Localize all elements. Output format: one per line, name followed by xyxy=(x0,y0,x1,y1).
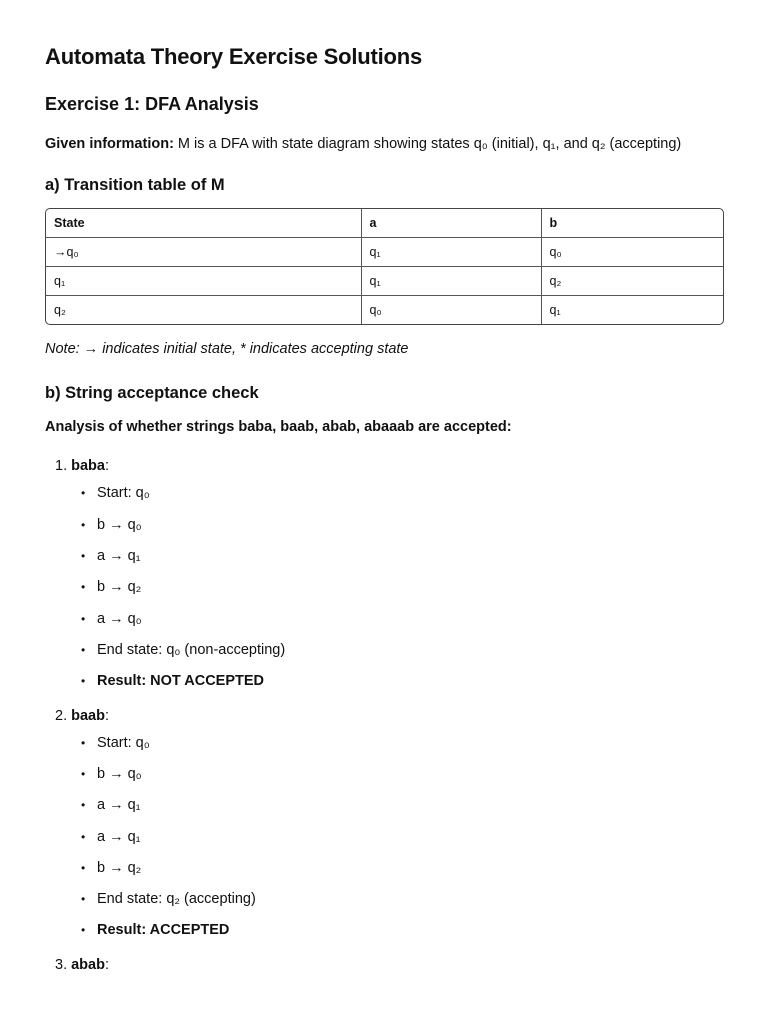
table-header-state: State xyxy=(46,209,361,238)
section-a-heading: a) Transition table of M xyxy=(45,176,225,194)
table-cell: q₁ xyxy=(361,267,541,296)
list-number: 1. xyxy=(55,458,68,474)
transition-table xyxy=(45,208,724,325)
table-header-b: b xyxy=(541,209,723,238)
page-title: Automata Theory Exercise Solutions xyxy=(45,44,423,69)
table-cell: q₂ xyxy=(46,296,361,325)
list-item-abab: 3. abab: xyxy=(55,957,109,973)
list-result: • Result: ACCEPTED xyxy=(81,922,230,938)
list-result: • Result: NOT ACCEPTED xyxy=(81,673,265,689)
table-cell: q₁ xyxy=(46,267,361,296)
list-step: • b → q₂ xyxy=(81,860,142,876)
table-header-a: a xyxy=(361,209,541,238)
table-cell: q₁ xyxy=(549,303,561,317)
list-string: baab xyxy=(71,708,105,724)
list-item-baba: 1. baba: xyxy=(55,458,109,474)
table-cell: q₁ xyxy=(361,238,541,267)
given-label: Given information: xyxy=(45,136,174,152)
list-number: 3. xyxy=(55,957,68,973)
list-step: • End state: q₂ (accepting) xyxy=(81,891,256,907)
table-cell: q₀ xyxy=(361,296,541,325)
table-cell: q₂ xyxy=(541,267,723,296)
list-step: • Start: q₀ xyxy=(81,485,150,501)
list-step: • a → q₁ xyxy=(81,797,141,813)
analysis-intro: Analysis of whether strings baba, baab, abab, abaaab are accepted: xyxy=(45,419,512,435)
list-step: • a → q₀ xyxy=(81,611,142,627)
list-step: • End state: q₀ (non-accepting) xyxy=(81,642,286,658)
list-step: • b → q₂ xyxy=(81,579,142,595)
table-cell: q₀ xyxy=(541,238,723,267)
table-row xyxy=(46,296,723,325)
table-header-row xyxy=(46,209,723,238)
list-step: • Start: q₀ xyxy=(81,735,150,751)
table-row xyxy=(46,238,723,267)
list-step: • a → q₁ xyxy=(81,829,141,845)
list-number: 2. xyxy=(55,708,68,724)
table-row xyxy=(46,267,723,296)
list-string: abab xyxy=(71,957,105,973)
list-item-baab: 2. baab: xyxy=(55,708,109,724)
list-string: baba xyxy=(71,458,105,474)
table-cell: →q₀ xyxy=(46,238,361,267)
list-step: • b → q₀ xyxy=(81,517,142,533)
list-step: • b → q₀ xyxy=(81,766,142,782)
exercise-title: Exercise 1: DFA Analysis xyxy=(45,94,259,114)
list-step: • a → q₁ xyxy=(81,548,141,564)
given-information xyxy=(45,134,681,154)
given-text: M is a DFA with state diagram showing states q₀ (initial), q₁, and q₂ (accepting) xyxy=(173,136,682,152)
section-b-heading: b) String acceptance check xyxy=(45,384,259,402)
table-note: Note: → indicates initial state, * indicates accepting state xyxy=(45,341,409,357)
